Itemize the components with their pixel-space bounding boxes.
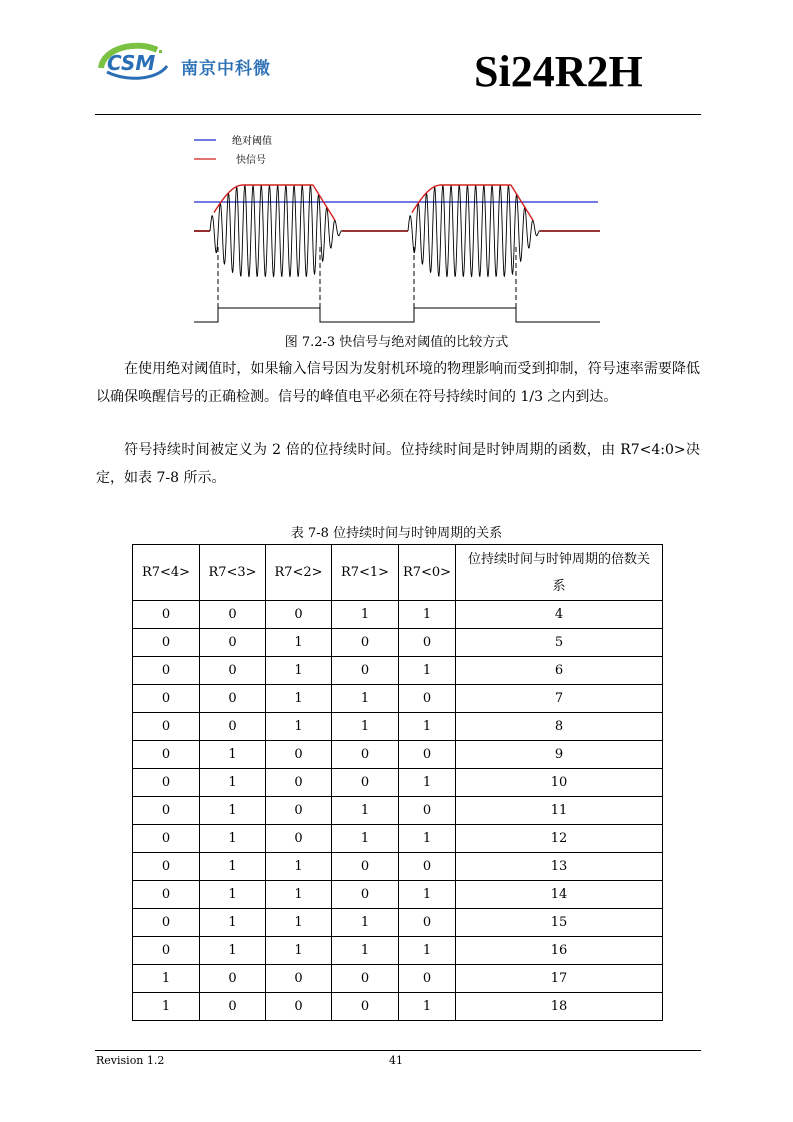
table-cell: 0 (399, 629, 456, 657)
table-cell: 0 (133, 685, 200, 713)
table-cell: 1 (200, 853, 266, 881)
table-cell: 1 (200, 769, 266, 797)
table-cell: 0 (200, 965, 266, 993)
table-cell: 16 (456, 937, 663, 965)
table-cell: 1 (332, 797, 399, 825)
page-number: 41 (389, 1054, 403, 1067)
table-row (133, 881, 663, 909)
table-cell: 1 (332, 601, 399, 629)
table-cell: 0 (266, 769, 332, 797)
table-cell: 0 (332, 769, 399, 797)
table-cell: 0 (133, 797, 200, 825)
table-cell: 0 (133, 769, 200, 797)
table-cell: 1 (332, 713, 399, 741)
table-cell: 1 (266, 657, 332, 685)
table-row (133, 741, 663, 769)
table-cell: 0 (133, 881, 200, 909)
table-cell: 0 (399, 685, 456, 713)
legend-label-fast-signal: 快信号 (236, 155, 266, 166)
table-cell: 0 (332, 741, 399, 769)
table-cell: 0 (133, 741, 200, 769)
table-row (133, 769, 663, 797)
table-cell: 0 (200, 993, 266, 1021)
table-row (133, 937, 663, 965)
table-cell: 8 (456, 713, 663, 741)
table-cell: 0 (200, 713, 266, 741)
table-cell: 0 (200, 601, 266, 629)
table-cell: 1 (266, 881, 332, 909)
header-r7-4: R7<4> (133, 545, 200, 601)
table-cell: 0 (266, 601, 332, 629)
body-paragraph-1: 在使用绝对阈值时，如果输入信号因为发射机环境的物理影响而受到抑制，符号速率需要降低以确保唤醒信号的正确检测。信号的峰值电平必须在符号持续时间的 1/3 之内到达。 (96, 361, 700, 405)
table-cell: 1 (133, 965, 200, 993)
table-cell: 0 (332, 993, 399, 1021)
table-row (133, 685, 663, 713)
product-name: Si24R2H (474, 47, 643, 96)
table-row (133, 657, 663, 685)
table-cell: 1 (266, 853, 332, 881)
table-cell: 6 (456, 657, 663, 685)
table-cell: 0 (399, 741, 456, 769)
table-caption: 表 7-8 位持续时间与时钟周期的关系 (290, 526, 503, 541)
table-cell: 1 (200, 909, 266, 937)
header-multiple-text: 位持续时间与时钟周期的倍数关系 (467, 551, 650, 594)
logo-text: CSM (107, 51, 156, 75)
table-cell: 0 (399, 797, 456, 825)
timing-markers (218, 247, 516, 308)
table-cell: 0 (133, 937, 200, 965)
revision-label: Revision 1.2 (96, 1054, 165, 1067)
table-cell: 0 (133, 601, 200, 629)
table-row (133, 601, 663, 629)
table-cell: 15 (456, 909, 663, 937)
table-cell: 1 (399, 657, 456, 685)
table-row (133, 965, 663, 993)
table-cell: 0 (133, 853, 200, 881)
footer-divider (95, 1050, 701, 1051)
table-cell: 1 (332, 825, 399, 853)
table-cell: 0 (266, 993, 332, 1021)
table-cell: 1 (266, 909, 332, 937)
table-cell: 1 (399, 825, 456, 853)
table-cell: 1 (266, 685, 332, 713)
figure-caption: 图 7.2-3 快信号与绝对阈值的比较方式 (284, 335, 509, 350)
table-cell: 0 (200, 685, 266, 713)
header-divider (95, 114, 701, 115)
digital-output-signal (194, 308, 600, 322)
table-cell: 0 (133, 909, 200, 937)
table-cell: 0 (266, 825, 332, 853)
legend-label-threshold: 绝对阈值 (232, 136, 272, 147)
table-cell: 0 (399, 909, 456, 937)
header-multiple (456, 545, 663, 601)
table-cell: 0 (332, 853, 399, 881)
table-cell: 0 (133, 629, 200, 657)
table-cell: 0 (133, 713, 200, 741)
table-cell: 1 (399, 937, 456, 965)
table-cell: 7 (456, 685, 663, 713)
table-cell: 9 (456, 741, 663, 769)
table-cell: 12 (456, 825, 663, 853)
table-cell: 1 (200, 937, 266, 965)
table-cell: 1 (133, 993, 200, 1021)
table-cell: 0 (332, 657, 399, 685)
table-row (133, 797, 663, 825)
table-row (133, 629, 663, 657)
table-cell: 0 (266, 965, 332, 993)
table-cell: 0 (332, 881, 399, 909)
table-cell: 1 (266, 629, 332, 657)
table-cell: 4 (456, 601, 663, 629)
table-cell: 13 (456, 853, 663, 881)
table-header-row (133, 545, 663, 601)
table-cell: 1 (399, 769, 456, 797)
header-r7-0: R7<0> (399, 545, 456, 601)
table-cell: 1 (332, 685, 399, 713)
table-cell: 5 (456, 629, 663, 657)
table-cell: 14 (456, 881, 663, 909)
table-cell: 1 (200, 797, 266, 825)
table-row (133, 825, 663, 853)
table-cell: 1 (399, 713, 456, 741)
table-cell: 0 (200, 657, 266, 685)
table-cell: 1 (399, 993, 456, 1021)
table-cell: 0 (399, 853, 456, 881)
figure-legend (194, 134, 272, 166)
bit-duration-table (132, 544, 663, 1021)
table-row (133, 909, 663, 937)
table-cell: 0 (133, 657, 200, 685)
header-r7-2: R7<2> (266, 545, 332, 601)
table-cell: 0 (133, 825, 200, 853)
body-paragraph-2: 符号持续时间被定义为 2 倍的位持续时间。位持续时间是时钟周期的函数，由 R7<4:0>决定，如表 7-8 所示。 (96, 442, 700, 486)
table-cell: 0 (200, 629, 266, 657)
table-cell: 1 (266, 713, 332, 741)
table-row (133, 993, 663, 1021)
table-cell: 0 (266, 741, 332, 769)
header-r7-3: R7<3> (200, 545, 266, 601)
signal-threshold-figure (192, 132, 607, 328)
table-cell: 1 (399, 601, 456, 629)
table-cell: 11 (456, 797, 663, 825)
company-name: 南京中科微 (181, 59, 271, 79)
table-cell: 0 (266, 797, 332, 825)
table-cell: 1 (399, 881, 456, 909)
table-row (133, 713, 663, 741)
table-cell: 17 (456, 965, 663, 993)
table-cell: 0 (332, 629, 399, 657)
table-cell: 18 (456, 993, 663, 1021)
table-cell: 1 (200, 825, 266, 853)
table-row (133, 853, 663, 881)
header-r7-1: R7<1> (332, 545, 399, 601)
table-cell: 1 (332, 909, 399, 937)
fast-signal-waveform (194, 185, 600, 277)
table-cell: 1 (332, 937, 399, 965)
table-cell: 0 (332, 965, 399, 993)
table-cell: 1 (200, 881, 266, 909)
table-cell: 0 (399, 965, 456, 993)
table-cell: 10 (456, 769, 663, 797)
table-cell: 1 (200, 741, 266, 769)
table-cell: 1 (266, 937, 332, 965)
